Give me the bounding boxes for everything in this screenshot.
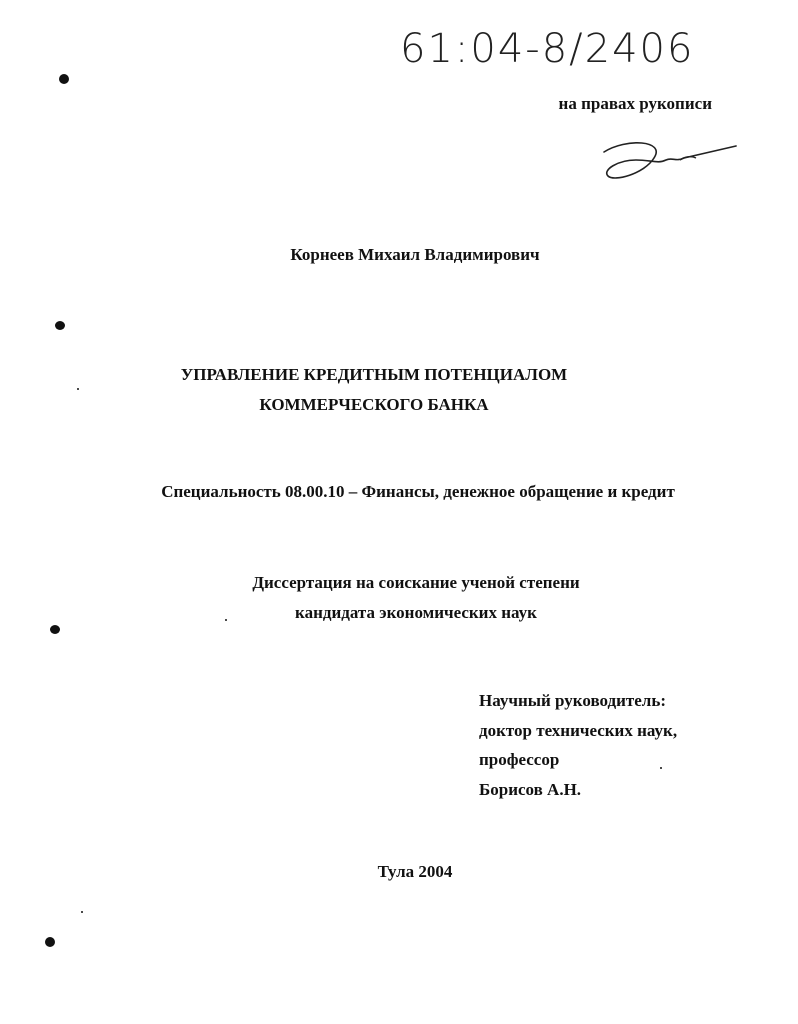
advisor-line: профессор (479, 750, 560, 769)
signature (596, 130, 741, 190)
scientific-advisor (479, 686, 779, 804)
specialty: Специальность 08.00.10 – Финансы, денежное обращение и кредит (161, 482, 675, 501)
degree-line: кандидата экономических наук (295, 603, 537, 622)
advisor-line: доктор технических наук, (479, 720, 678, 740)
degree-line: Диссертация на соискание ученой степени (252, 573, 580, 592)
advisor-line: Борисов А.Н. (479, 779, 582, 799)
handwritten-archive-code (398, 18, 698, 78)
degree-statement (0, 568, 798, 628)
scan-mark (50, 625, 60, 634)
author-name: Корнеев Михаил Владимирович (290, 245, 540, 264)
scan-mark (225, 619, 227, 621)
scan-mark (660, 767, 662, 769)
advisor-line: Научный руководитель: (479, 691, 666, 710)
scan-mark (81, 911, 83, 913)
city-year: Тула 2004 (377, 862, 453, 881)
title-line: КОММЕРЧЕСКОГО БАНКА (259, 395, 489, 414)
scan-mark (77, 388, 79, 390)
scan-mark (55, 321, 65, 330)
scan-mark (59, 74, 69, 84)
manuscript-notice: на правах рукописи (558, 94, 712, 113)
dissertation-title (0, 360, 748, 420)
title-line: УПРАВЛЕНИЕ КРЕДИТНЫМ ПОТЕНЦИАЛОМ (180, 365, 568, 384)
svg-text:61:04-8/2406: 61:04-8/2406 (400, 26, 695, 72)
scan-mark (45, 937, 55, 947)
